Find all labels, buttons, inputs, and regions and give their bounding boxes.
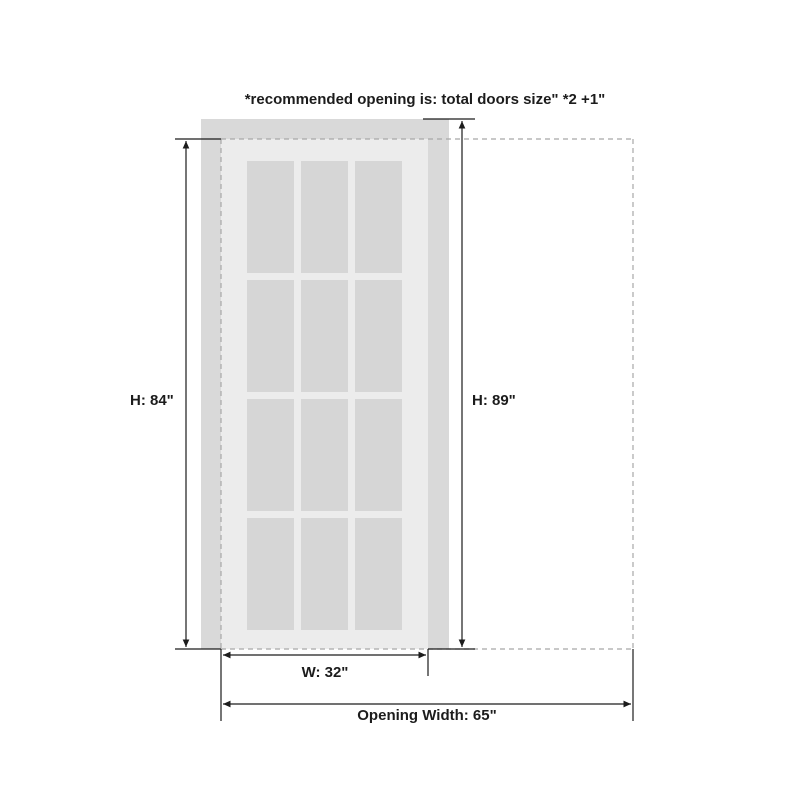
glass-pane (355, 161, 402, 273)
glass-pane (247, 280, 294, 392)
door-height-label: H: 84" (130, 392, 174, 409)
glass-pane (301, 161, 348, 273)
opening-width-label: Opening Width: 65" (357, 707, 497, 724)
recommended-opening-note: *recommended opening is: total doors size" *2 +1" (244, 91, 606, 108)
glass-pane (247, 161, 294, 273)
opening-height-label: H: 89" (472, 392, 516, 409)
glass-pane (355, 399, 402, 511)
glass-pane (247, 518, 294, 630)
glass-pane (301, 518, 348, 630)
glass-pane (247, 399, 294, 511)
glass-pane (301, 280, 348, 392)
glass-pane (355, 280, 402, 392)
glass-pane (301, 399, 348, 511)
glass-pane (355, 518, 402, 630)
door-width-label: W: 32" (301, 664, 349, 681)
